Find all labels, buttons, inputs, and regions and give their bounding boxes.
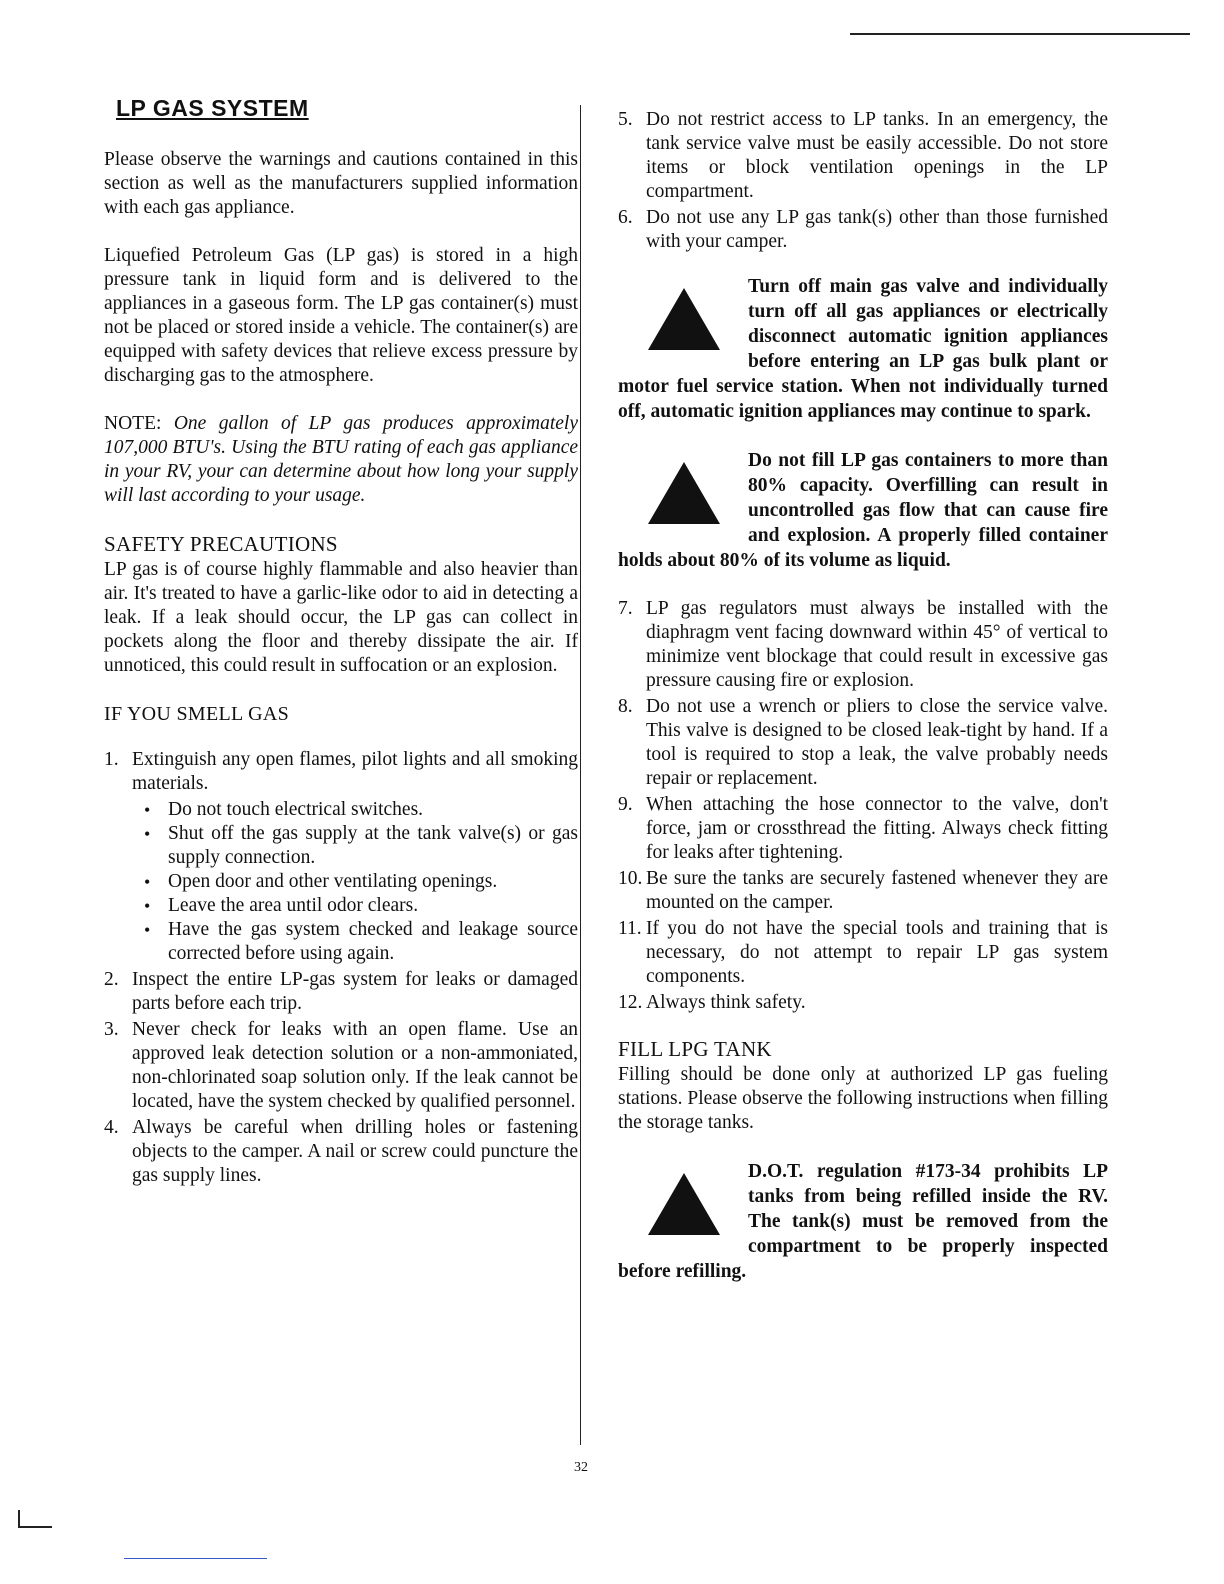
smell-gas-heading: IF YOU SMELL GAS [104, 703, 289, 725]
list-item: 4. Always be careful when drilling holes or fastening objects to the camper. A nail or screw could puncture the gas supply lines. [104, 1117, 578, 1186]
lpg-paragraph: Liquefied Petroleum Gas (LP gas) is stored in a high pressure tank in liquid form and is delivered to the appliances in a gaseous form. The LP gas container(s) must not be placed or stored inside a vehicle. The container(s) are equipped with safety devices that relieve excess pressure by discharging gas to the atmosphere. [104, 245, 578, 386]
bullet-item: • Do not touch electrical switches. [138, 798, 578, 822]
list-item: 9. When attaching the hose connector to the valve, don't force, jam or crossthread the fitting. Always check fitting for leaks after tightening. [618, 794, 1108, 863]
fill-tank-heading: FILL LPG TANK [618, 1037, 772, 1061]
note-text: One gallon of LP gas produces approximately 107,000 BTU's. Using the BTU rating of each gas appliance in your RV, your can determine about how long your supply will last according to your usage. [104, 413, 578, 506]
bottom-rule [124, 1558, 267, 1559]
list-item: 3. Never check for leaks with an open flame. Use an approved leak detection solution or a non-ammoniated, non-chlorinated soap solution only. If the leak cannot be located, have the system checked by qualified personnel. [104, 1019, 578, 1112]
note-paragraph [104, 412, 578, 508]
top-rule [850, 33, 1190, 35]
intro-paragraph: Please observe the warnings and cautions contained in this section as well as the manufacturers supplied information with each gas appliance. [104, 149, 578, 218]
precaution-list-bottom [618, 597, 1108, 1015]
list-item: 2. Inspect the entire LP-gas system for leaks or damaged parts before each trip. [104, 969, 578, 1014]
warning-block-fill-capacity [618, 448, 1108, 573]
list-item: 6. Do not use any LP gas tank(s) other than those furnished with your camper. [618, 207, 1108, 252]
right-column [618, 108, 1108, 1308]
warning-text: Turn off main gas valve and individually turn off all gas appliances or electrically disconnect automatic ignition appliances before entering an LP gas bulk plant or motor fuel service station. When not individually turned off, automatic ignition appliances may continue to spark. [618, 276, 1108, 422]
safety-heading: SAFETY PRECAUTIONS [104, 532, 338, 556]
warning-text: Do not fill LP gas containers to more than 80% capacity. Overfilling can result in uncontrolled gas flow that can cause fire and explosion. A properly filled container holds about 80% of its volume as liquid. [618, 450, 1108, 571]
corner-mark [18, 1510, 52, 1528]
safety-paragraph: LP gas is of course highly flammable and also heavier than air. It's treated to have a garlic-like odor to aid in detecting a leak. If a leak should occur, the LP gas can collect in pockets along the floor and thereby dissipate the air. If unnoticed, this could result in suffocation or an explosion. [104, 559, 578, 676]
warning-triangle-icon [648, 462, 720, 524]
list-item: 5. Do not restrict access to LP tanks. In an emergency, the tank service valve must be easily accessible. Do not store items or block ventilation openings in the LP compartment. [618, 109, 1108, 202]
warning-block-dot-regulation [618, 1159, 1108, 1284]
column-divider [580, 105, 581, 1445]
section-title: LP GAS SYSTEM [116, 95, 309, 121]
note-label: NOTE: [104, 413, 162, 434]
list-item: 12. Always think safety. [618, 992, 806, 1013]
warning-triangle-icon [648, 1173, 720, 1235]
list-item: 10. Be sure the tanks are securely fastened whenever they are mounted on the camper. [618, 868, 1108, 913]
list-item: 11. If you do not have the special tools and training that is necessary, do not attempt to repair LP gas system components. [618, 918, 1108, 987]
warning-block-gas-valve [618, 274, 1108, 424]
bullet-item: • Shut off the gas supply at the tank valve(s) or gas supply connection. [138, 822, 578, 870]
warning-triangle-icon [648, 288, 720, 350]
list-item: 1. Extinguish any open flames, pilot lights and all smoking materials. • Do not touch electrical switches. • Shut off the gas supply at the tank valve(s) or gas supply connection. • Open door and other ventilating openings. • Leave the area until odor clears. • Have the gas system checked and leakage source corrected before using again. [104, 748, 578, 966]
smell-gas-list [104, 748, 578, 1188]
warning-text: D.O.T. regulation #173-34 prohibits LP tanks from being refilled inside the RV. The tank(s) must be removed from the compartment to be properly inspected before refilling. [618, 1161, 1108, 1282]
left-column [104, 96, 578, 1190]
page-number: 32 [574, 1460, 588, 1475]
bullet-item: • Open door and other ventilating openings. [138, 870, 578, 894]
precaution-list-top [618, 108, 1108, 254]
fill-tank-paragraph: Filling should be done only at authorized LP gas fueling stations. Please observe the following instructions when filling the storage tanks. [618, 1064, 1108, 1133]
bullet-item: • Have the gas system checked and leakage source corrected before using again. [138, 918, 578, 966]
bullet-list [138, 798, 578, 966]
list-item: 7. LP gas regulators must always be installed with the diaphragm vent facing downward within 45° of vertical to minimize vent blockage that could result in excessive gas pressure causing fire or explosion. [618, 598, 1108, 691]
bullet-item: • Leave the area until odor clears. [138, 894, 578, 918]
list-item: 8. Do not use a wrench or pliers to close the service valve. This valve is designed to be closed leak-tight by hand. If a tool is required to stop a leak, the valve probably needs repair or replacement. [618, 696, 1108, 789]
